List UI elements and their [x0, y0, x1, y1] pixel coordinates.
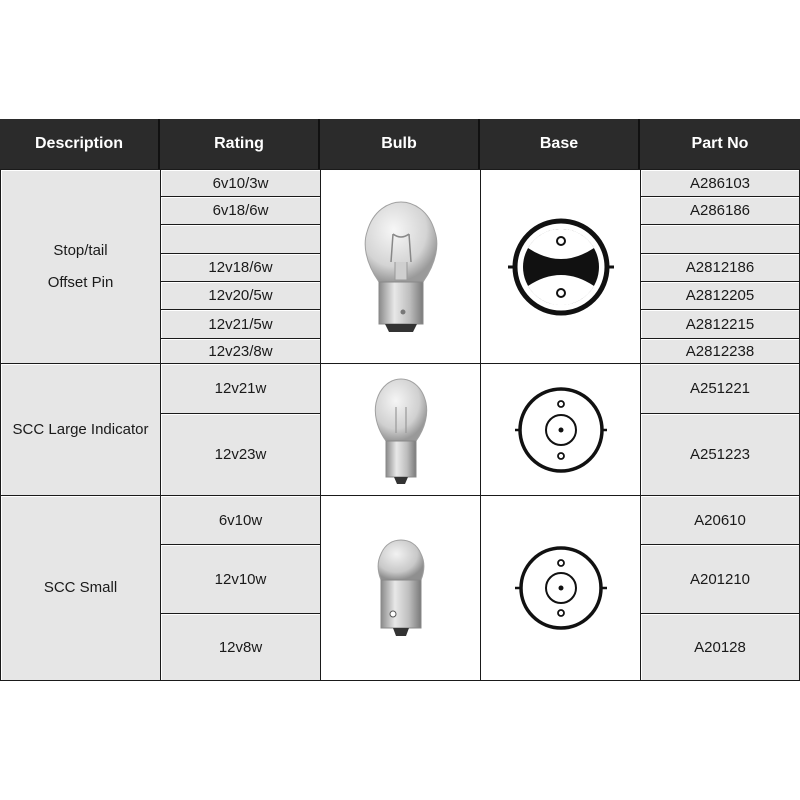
rating-cell: 12v20/5w	[160, 281, 321, 310]
offset-pin-bayonet-base-icon	[506, 212, 616, 322]
base-diagram-cell	[480, 363, 641, 496]
single-contact-large-bulb-icon	[366, 371, 436, 489]
description-line: Offset Pin	[47, 273, 114, 291]
bulb-image-cell	[320, 495, 481, 681]
part-no-cell: A251221	[640, 363, 800, 414]
single-contact-base-icon	[513, 543, 609, 633]
part-no-cell: A2812186	[640, 253, 800, 282]
part-no-cell: A286186	[640, 196, 800, 225]
header-rating: Rating	[160, 119, 320, 169]
part-no-cell	[640, 224, 800, 254]
single-contact-small-bulb-icon	[371, 534, 431, 642]
rating-cell: 12v18/6w	[160, 253, 321, 282]
rating-cell: 6v10w	[160, 495, 321, 545]
rating-cell: 6v18/6w	[160, 196, 321, 225]
bulb-image-cell	[320, 169, 481, 364]
header-base: Base	[480, 119, 640, 169]
single-contact-base-icon	[513, 382, 609, 478]
description-scc-large-indicator	[0, 363, 161, 496]
description-line: SCC Small	[43, 579, 118, 596]
part-no-cell: A2812238	[640, 338, 800, 364]
rating-cell: 6v10/3w	[160, 169, 321, 197]
description-line: SCC Large Indicator	[12, 420, 149, 438]
rating-cell	[160, 224, 321, 254]
part-no-cell: A2812205	[640, 281, 800, 310]
part-no-cell: A201210	[640, 544, 800, 614]
part-no-cell: A20128	[640, 613, 800, 681]
header-part-no: Part No	[640, 119, 800, 169]
description-stop-tail	[0, 169, 161, 364]
part-no-cell: A251223	[640, 413, 800, 496]
base-diagram-cell	[480, 495, 641, 681]
double-filament-bulb-icon	[361, 192, 441, 342]
part-no-cell: A286103	[640, 169, 800, 197]
part-no-cell: A2812215	[640, 309, 800, 339]
bulb-image-cell	[320, 363, 481, 496]
rating-cell: 12v23w	[160, 413, 321, 496]
rating-cell: 12v21/5w	[160, 309, 321, 339]
part-no-cell: A20610	[640, 495, 800, 545]
base-diagram-cell	[480, 169, 641, 364]
description-line: Stop/tail	[53, 241, 108, 259]
rating-cell: 12v23/8w	[160, 338, 321, 364]
header-bulb: Bulb	[320, 119, 480, 169]
rating-cell: 12v21w	[160, 363, 321, 414]
bulb-table	[0, 119, 800, 681]
rating-cell: 12v10w	[160, 544, 321, 614]
header-description: Description	[0, 119, 160, 169]
description-scc-small	[0, 495, 161, 681]
rating-cell: 12v8w	[160, 613, 321, 681]
